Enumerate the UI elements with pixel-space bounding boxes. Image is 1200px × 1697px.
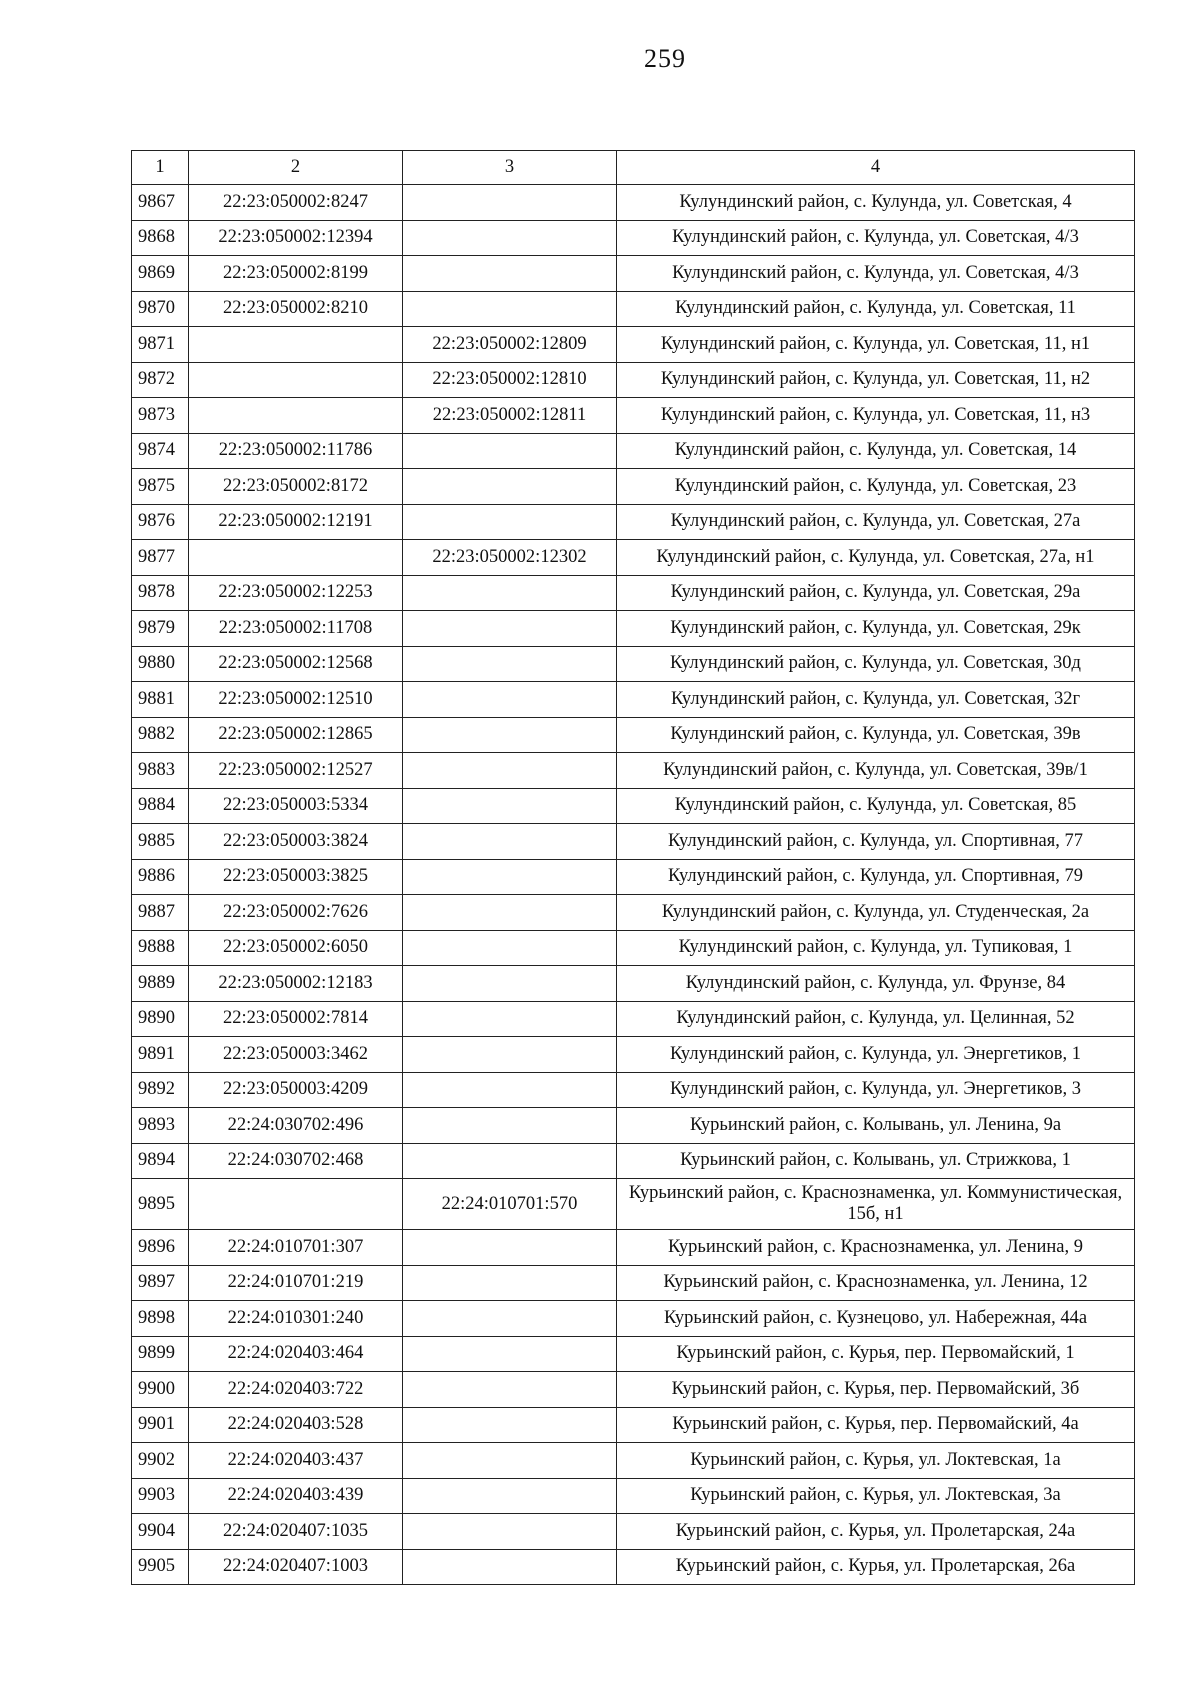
- address-cell: Кулундинский район, с. Кулунда, ул. Целинная, 52: [617, 1001, 1135, 1037]
- row-number-cell: 9905: [132, 1549, 189, 1585]
- cadastral-number-building-cell: [403, 1301, 617, 1337]
- cadastral-number-land-cell: 22:23:050002:7626: [189, 895, 403, 931]
- row-number-cell: 9874: [132, 433, 189, 469]
- cadastral-number-building-cell: [403, 895, 617, 931]
- cadastral-number-building-cell: [403, 859, 617, 895]
- table-row: [132, 1407, 1135, 1443]
- cadastral-number-building-cell: [403, 1230, 617, 1266]
- address-cell: Кулундинский район, с. Кулунда, ул. Советская, 11, н1: [617, 327, 1135, 363]
- table-row: [132, 646, 1135, 682]
- cadastral-number-building-cell: 22:23:050002:12302: [403, 540, 617, 576]
- column-header-1: 1: [132, 151, 189, 185]
- address-cell: Курьинский район, с. Курья, пер. Первомайский, 4а: [617, 1407, 1135, 1443]
- column-header-4: 4: [617, 151, 1135, 185]
- address-cell: Кулундинский район, с. Кулунда, ул. Советская, 29к: [617, 611, 1135, 647]
- registry-table: [131, 150, 1135, 1585]
- row-number-cell: 9903: [132, 1478, 189, 1514]
- cadastral-number-land-cell: 22:23:050003:3824: [189, 824, 403, 860]
- cadastral-number-building-cell: [403, 1443, 617, 1479]
- cadastral-number-building-cell: 22:23:050002:12809: [403, 327, 617, 363]
- row-number-cell: 9875: [132, 469, 189, 505]
- cadastral-number-land-cell: 22:24:010701:219: [189, 1265, 403, 1301]
- header-row: [132, 151, 1135, 185]
- row-number-cell: 9889: [132, 966, 189, 1002]
- address-cell: Кулундинский район, с. Кулунда, ул. Советская, 11, н2: [617, 362, 1135, 398]
- cadastral-number-building-cell: [403, 220, 617, 256]
- cadastral-number-land-cell: 22:23:050003:3462: [189, 1037, 403, 1073]
- cadastral-number-land-cell: 22:23:050002:12568: [189, 646, 403, 682]
- address-cell: Курьинский район, с. Колывань, ул. Ленина, 9а: [617, 1108, 1135, 1144]
- cadastral-number-building-cell: [403, 185, 617, 221]
- cadastral-number-land-cell: 22:23:050002:11708: [189, 611, 403, 647]
- cadastral-number-land-cell: 22:23:050002:12183: [189, 966, 403, 1002]
- row-number-cell: 9890: [132, 1001, 189, 1037]
- address-cell: Кулундинский район, с. Кулунда, ул. Советская, 23: [617, 469, 1135, 505]
- address-cell: Кулундинский район, с. Кулунда, ул. Энергетиков, 3: [617, 1072, 1135, 1108]
- address-cell: Кулундинский район, с. Кулунда, ул. Советская, 39в/1: [617, 753, 1135, 789]
- cadastral-number-land-cell: 22:24:010301:240: [189, 1301, 403, 1337]
- table-row: [132, 682, 1135, 718]
- table-row: [132, 291, 1135, 327]
- row-number-cell: 9901: [132, 1407, 189, 1443]
- row-number-cell: 9883: [132, 753, 189, 789]
- table-row: [132, 859, 1135, 895]
- cadastral-number-land-cell: [189, 327, 403, 363]
- address-cell: Кулундинский район, с. Кулунда, ул. Студенческая, 2а: [617, 895, 1135, 931]
- cadastral-number-land-cell: 22:23:050002:12253: [189, 575, 403, 611]
- address-cell: Кулундинский район, с. Кулунда, ул. Энергетиков, 1: [617, 1037, 1135, 1073]
- cadastral-number-land-cell: 22:24:020407:1035: [189, 1514, 403, 1550]
- row-number-cell: 9894: [132, 1143, 189, 1179]
- cadastral-number-building-cell: [403, 1265, 617, 1301]
- address-cell: Курьинский район, с. Курья, пер. Первомайский, 1: [617, 1336, 1135, 1372]
- table-row: [132, 1230, 1135, 1266]
- cadastral-number-building-cell: [403, 256, 617, 292]
- table-row: [132, 433, 1135, 469]
- table-row: [132, 469, 1135, 505]
- cadastral-number-building-cell: [403, 1108, 617, 1144]
- address-cell: Кулундинский район, с. Кулунда, ул. Советская, 32г: [617, 682, 1135, 718]
- cadastral-number-land-cell: 22:23:050002:12394: [189, 220, 403, 256]
- cadastral-number-building-cell: [403, 930, 617, 966]
- address-cell: Кулундинский район, с. Кулунда, ул. Советская, 4/3: [617, 220, 1135, 256]
- cadastral-number-land-cell: 22:23:050003:3825: [189, 859, 403, 895]
- table-row: [132, 1549, 1135, 1585]
- address-cell: Курьинский район, с. Краснознаменка, ул. Ленина, 12: [617, 1265, 1135, 1301]
- table-row: [132, 504, 1135, 540]
- address-cell: Кулундинский район, с. Кулунда, ул. Советская, 85: [617, 788, 1135, 824]
- row-number-cell: 9902: [132, 1443, 189, 1479]
- address-cell: Кулундинский район, с. Кулунда, ул. Советская, 4: [617, 185, 1135, 221]
- address-cell: Кулундинский район, с. Кулунда, ул. Советская, 30д: [617, 646, 1135, 682]
- row-number-cell: 9904: [132, 1514, 189, 1550]
- cadastral-number-land-cell: 22:23:050002:8210: [189, 291, 403, 327]
- address-cell: Кулундинский район, с. Кулунда, ул. Спортивная, 77: [617, 824, 1135, 860]
- cadastral-number-building-cell: [403, 575, 617, 611]
- row-number-cell: 9891: [132, 1037, 189, 1073]
- cadastral-number-building-cell: [403, 824, 617, 860]
- row-number-cell: 9884: [132, 788, 189, 824]
- cadastral-number-land-cell: 22:23:050002:12527: [189, 753, 403, 789]
- row-number-cell: 9879: [132, 611, 189, 647]
- cadastral-number-building-cell: [403, 1407, 617, 1443]
- address-cell: Кулундинский район, с. Кулунда, ул. Фрунзе, 84: [617, 966, 1135, 1002]
- cadastral-number-building-cell: 22:24:010701:570: [403, 1179, 617, 1230]
- row-number-cell: 9873: [132, 398, 189, 434]
- row-number-cell: 9878: [132, 575, 189, 611]
- cadastral-number-land-cell: 22:23:050002:11786: [189, 433, 403, 469]
- cadastral-number-building-cell: [403, 1143, 617, 1179]
- cadastral-number-land-cell: 22:24:020403:439: [189, 1478, 403, 1514]
- cadastral-number-land-cell: 22:24:020403:528: [189, 1407, 403, 1443]
- cadastral-number-land-cell: 22:23:050002:12865: [189, 717, 403, 753]
- table-row: [132, 327, 1135, 363]
- table-row: [132, 1108, 1135, 1144]
- cadastral-number-building-cell: [403, 504, 617, 540]
- table-row: [132, 966, 1135, 1002]
- table-row: [132, 185, 1135, 221]
- cadastral-number-land-cell: 22:24:010701:307: [189, 1230, 403, 1266]
- cadastral-number-building-cell: [403, 682, 617, 718]
- table-row: [132, 1143, 1135, 1179]
- cadastral-number-land-cell: [189, 540, 403, 576]
- cadastral-number-land-cell: 22:24:020403:437: [189, 1443, 403, 1479]
- address-cell: Кулундинский район, с. Кулунда, ул. Советская, 29а: [617, 575, 1135, 611]
- cadastral-number-land-cell: 22:24:020403:722: [189, 1372, 403, 1408]
- cadastral-number-building-cell: [403, 1549, 617, 1585]
- address-cell: Кулундинский район, с. Кулунда, ул. Советская, 39в: [617, 717, 1135, 753]
- table-row: [132, 930, 1135, 966]
- cadastral-number-land-cell: 22:23:050002:6050: [189, 930, 403, 966]
- table-row: [132, 575, 1135, 611]
- row-number-cell: 9897: [132, 1265, 189, 1301]
- address-cell: Курьинский район, с. Колывань, ул. Стрижкова, 1: [617, 1143, 1135, 1179]
- table-row: [132, 753, 1135, 789]
- address-cell: Курьинский район, с. Курья, ул. Локтевская, 3а: [617, 1478, 1135, 1514]
- row-number-cell: 9892: [132, 1072, 189, 1108]
- table-row: [132, 362, 1135, 398]
- table-row: [132, 256, 1135, 292]
- cadastral-number-land-cell: 22:23:050002:8172: [189, 469, 403, 505]
- cadastral-number-building-cell: [403, 646, 617, 682]
- cadastral-number-land-cell: 22:24:020407:1003: [189, 1549, 403, 1585]
- address-cell: Курьинский район, с. Краснознаменка, ул. Ленина, 9: [617, 1230, 1135, 1266]
- cadastral-number-land-cell: 22:23:050002:8199: [189, 256, 403, 292]
- address-cell: Кулундинский район, с. Кулунда, ул. Советская, 27а: [617, 504, 1135, 540]
- table-row: [132, 717, 1135, 753]
- cadastral-number-land-cell: [189, 362, 403, 398]
- table-row: [132, 895, 1135, 931]
- table-row: [132, 1372, 1135, 1408]
- table-row: [132, 540, 1135, 576]
- cadastral-number-building-cell: [403, 433, 617, 469]
- address-cell: Курьинский район, с. Кузнецово, ул. Набережная, 44а: [617, 1301, 1135, 1337]
- row-number-cell: 9893: [132, 1108, 189, 1144]
- cadastral-number-building-cell: [403, 1336, 617, 1372]
- address-cell: Кулундинский район, с. Кулунда, ул. Советская, 27а, н1: [617, 540, 1135, 576]
- row-number-cell: 9882: [132, 717, 189, 753]
- row-number-cell: 9877: [132, 540, 189, 576]
- cadastral-number-building-cell: [403, 1001, 617, 1037]
- column-header-3: 3: [403, 151, 617, 185]
- cadastral-number-land-cell: 22:24:030702:468: [189, 1143, 403, 1179]
- row-number-cell: 9870: [132, 291, 189, 327]
- address-cell: Кулундинский район, с. Кулунда, ул. Тупиковая, 1: [617, 930, 1135, 966]
- cadastral-number-land-cell: 22:23:050002:8247: [189, 185, 403, 221]
- cadastral-number-land-cell: 22:24:020403:464: [189, 1336, 403, 1372]
- cadastral-number-land-cell: 22:23:050002:12510: [189, 682, 403, 718]
- cadastral-number-building-cell: 22:23:050002:12810: [403, 362, 617, 398]
- cadastral-number-building-cell: [403, 1072, 617, 1108]
- cadastral-number-building-cell: [403, 291, 617, 327]
- table-row: [132, 1265, 1135, 1301]
- row-number-cell: 9869: [132, 256, 189, 292]
- table-row: [132, 611, 1135, 647]
- cadastral-number-building-cell: [403, 611, 617, 647]
- cadastral-number-land-cell: [189, 398, 403, 434]
- page-number: 259: [644, 44, 686, 73]
- table-row: [132, 1072, 1135, 1108]
- address-cell: Курьинский район, с. Курья, пер. Первомайский, 3б: [617, 1372, 1135, 1408]
- cadastral-number-building-cell: [403, 1372, 617, 1408]
- address-cell: Курьинский район, с. Курья, ул. Локтевская, 1а: [617, 1443, 1135, 1479]
- row-number-cell: 9899: [132, 1336, 189, 1372]
- cadastral-number-building-cell: [403, 469, 617, 505]
- cadastral-number-building-cell: [403, 1037, 617, 1073]
- cadastral-number-land-cell: 22:23:050002:12191: [189, 504, 403, 540]
- table-row: [132, 220, 1135, 256]
- table-row: [132, 788, 1135, 824]
- cadastral-number-land-cell: 22:23:050003:4209: [189, 1072, 403, 1108]
- table-row: [132, 1301, 1135, 1337]
- row-number-cell: 9867: [132, 185, 189, 221]
- row-number-cell: 9888: [132, 930, 189, 966]
- column-header-2: 2: [189, 151, 403, 185]
- address-cell: Курьинский район, с. Курья, ул. Пролетарская, 26а: [617, 1549, 1135, 1585]
- cadastral-number-land-cell: 22:23:050003:5334: [189, 788, 403, 824]
- table-row: [132, 1514, 1135, 1550]
- table-row: [132, 1001, 1135, 1037]
- table-header: [132, 151, 1135, 185]
- address-cell: Кулундинский район, с. Кулунда, ул. Советская, 11, н3: [617, 398, 1135, 434]
- address-cell: Курьинский район, с. Курья, ул. Пролетарская, 24а: [617, 1514, 1135, 1550]
- row-number-cell: 9887: [132, 895, 189, 931]
- table-body: [132, 185, 1135, 1585]
- cadastral-number-building-cell: [403, 788, 617, 824]
- cadastral-number-building-cell: [403, 717, 617, 753]
- cadastral-number-land-cell: 22:23:050002:7814: [189, 1001, 403, 1037]
- row-number-cell: 9898: [132, 1301, 189, 1337]
- row-number-cell: 9872: [132, 362, 189, 398]
- table-row: [132, 398, 1135, 434]
- table-row: [132, 1478, 1135, 1514]
- row-number-cell: 9895: [132, 1179, 189, 1230]
- row-number-cell: 9880: [132, 646, 189, 682]
- address-cell: Курьинский район, с. Краснознаменка, ул. Коммунистическая, 15б, н1: [617, 1179, 1135, 1230]
- cadastral-number-land-cell: [189, 1179, 403, 1230]
- table-row: [132, 1037, 1135, 1073]
- row-number-cell: 9881: [132, 682, 189, 718]
- row-number-cell: 9871: [132, 327, 189, 363]
- address-cell: Кулундинский район, с. Кулунда, ул. Советская, 11: [617, 291, 1135, 327]
- row-number-cell: 9885: [132, 824, 189, 860]
- row-number-cell: 9900: [132, 1372, 189, 1408]
- cadastral-number-building-cell: [403, 1478, 617, 1514]
- table-row: [132, 1179, 1135, 1230]
- address-cell: Кулундинский район, с. Кулунда, ул. Советская, 4/3: [617, 256, 1135, 292]
- cadastral-number-building-cell: [403, 753, 617, 789]
- row-number-cell: 9876: [132, 504, 189, 540]
- row-number-cell: 9868: [132, 220, 189, 256]
- table-row: [132, 1443, 1135, 1479]
- cadastral-number-building-cell: [403, 1514, 617, 1550]
- address-cell: Кулундинский район, с. Кулунда, ул. Советская, 14: [617, 433, 1135, 469]
- row-number-cell: 9896: [132, 1230, 189, 1266]
- cadastral-number-land-cell: 22:24:030702:496: [189, 1108, 403, 1144]
- table-row: [132, 824, 1135, 860]
- cadastral-number-building-cell: 22:23:050002:12811: [403, 398, 617, 434]
- table-row: [132, 1336, 1135, 1372]
- address-cell: Кулундинский район, с. Кулунда, ул. Спортивная, 79: [617, 859, 1135, 895]
- cadastral-number-building-cell: [403, 966, 617, 1002]
- row-number-cell: 9886: [132, 859, 189, 895]
